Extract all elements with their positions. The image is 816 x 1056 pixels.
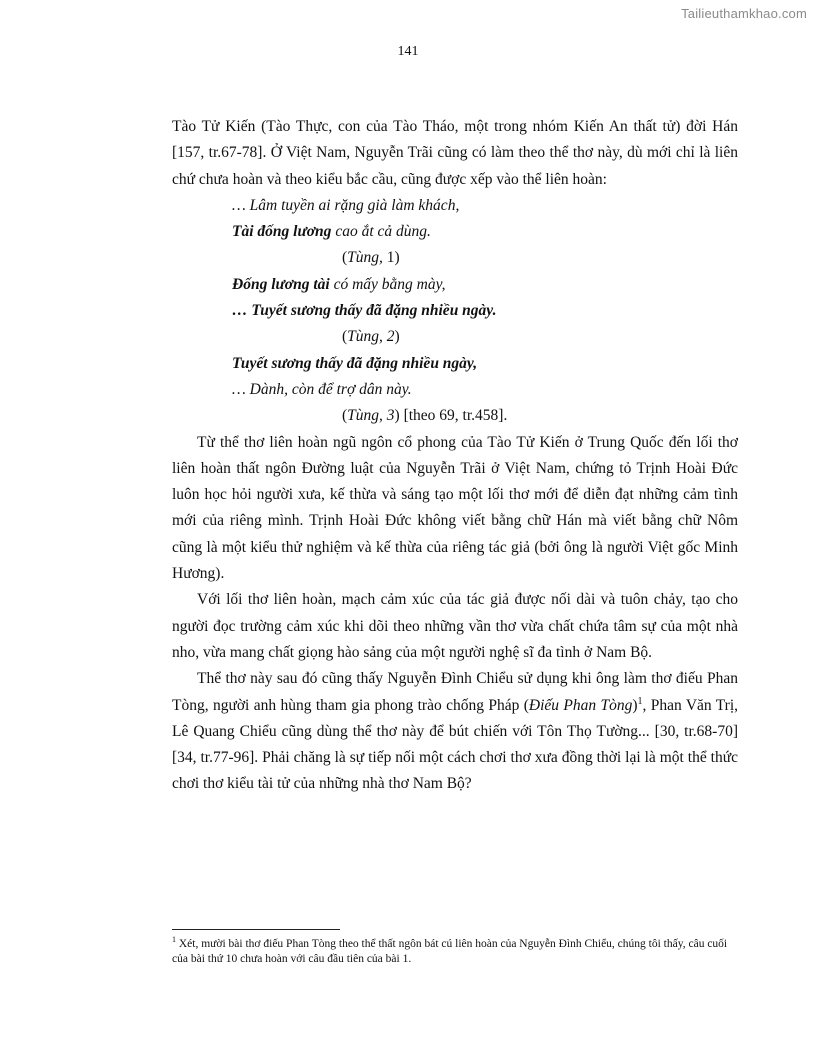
citation-1-open: ( — [342, 249, 348, 267]
footnote-divider — [172, 929, 340, 930]
poem-line-2-bold: Tài đống lương — [232, 223, 332, 241]
poem-line-2 — [232, 219, 738, 245]
paragraph-4-part-2: ) — [632, 696, 638, 714]
citation-3-open: ( — [342, 407, 348, 425]
poem-line-3 — [232, 272, 738, 298]
footnote-reference: 1 — [637, 695, 643, 707]
poem-line-2-rest: cao ắt cả dùng. — [331, 223, 431, 241]
paragraph-3: Với lối thơ liên hoàn, mạch cảm xúc của tác giả được nối dài và tuôn chảy, tạo cho người đọc trường cảm xúc khi dõi theo những vần thơ vừa chất chứa tâm sự của một nhà nho, vừa mang chất giọng hào sảng của một người nghệ sĩ đa tình ở Nam Bộ. — [172, 591, 738, 661]
footnote — [172, 937, 738, 967]
paragraph-4-title: Điếu Phan Tòng — [528, 696, 633, 714]
citation-2-ref: Tùng, 2 — [347, 328, 395, 346]
page-number: 141 — [397, 44, 419, 59]
citation-1-ref: Tùng, — [347, 249, 383, 267]
poem-line-5-bold: Tuyết sương thấy đã đặng nhiều ngày, — [232, 354, 478, 372]
paragraph-4 — [172, 666, 738, 797]
footnote-marker: 1 — [172, 935, 176, 945]
poem-citation-2 — [232, 324, 738, 350]
footnote-text: Xét, mười bài thơ điếu Phan Tòng theo thể thất ngôn bát cú liên hoàn của Nguyễn Đình Chiểu, chúng tôi thấy, câu cuối của bài thứ 10 chưa hoàn với câu đầu tiên của bài 1. — [172, 938, 728, 965]
poem-line-4 — [232, 298, 738, 324]
paragraph-4-part-1: Thể thơ này sau đó cũng thấy Nguyễn Đình Chiểu sử dụng khi ông làm thơ điếu Phan Tòng, người anh hùng tham gia phong trào chống Pháp ( — [172, 670, 738, 714]
poem-line-5 — [232, 351, 738, 377]
poem-citation-3 — [232, 403, 738, 429]
poem-line-4-bold: … Tuyết sương thấy đã đặng nhiều ngày. — [232, 302, 497, 320]
poem-line-3-bold: Đống lương tài — [232, 275, 330, 293]
body-text — [172, 114, 738, 798]
citation-3-ref: Tùng, 3 — [347, 407, 395, 425]
citation-2-close: ) — [394, 328, 400, 346]
poem-line-1: … Lâm tuyền ai rặng già làm khách, — [232, 196, 460, 214]
citation-1-close: 1) — [382, 249, 400, 267]
poem-line-6: … Dành, còn để trợ dân này. — [232, 380, 412, 398]
poem-citation-1 — [232, 245, 738, 271]
paragraph-4-part-3: , Phan Văn Trị, Lê Quang Chiểu cũng dùng thể thơ này để bút chiến với Tôn Thọ Tường... [30, tr.68-70] [34, tr.77-96]. Phải chăng là sự tiếp nối một cách chơi thơ xưa đồng thời lại là một thể thức chơi thơ kiểu tài tử của những nhà thơ Nam Bộ? — [172, 696, 739, 793]
citation-2-open: ( — [342, 328, 348, 346]
intro-paragraph: Tào Tử Kiến (Tào Thực, con của Tào Tháo, một trong nhóm Kiến An thất tử) đời Hán [157, tr.67-78]. Ở Việt Nam, Nguyễn Trãi cũng có làm theo thể thơ này, dù mới chỉ là liên chứ chưa hoàn và theo kiểu bắc cầu, cũng được xếp vào thể liên hoàn: — [172, 118, 738, 188]
poem-line-3-rest: có mấy bằng mày, — [329, 275, 446, 293]
citation-3-close: ) [theo 69, tr.458]. — [394, 407, 508, 425]
paragraph-2: Từ thể thơ liên hoàn ngũ ngôn cổ phong của Tào Tử Kiến ở Trung Quốc đến lối thơ liên hoàn thất ngôn Đường luật của Nguyễn Trãi ở Việt Nam, chứng tỏ Trịnh Hoài Đức luôn học hỏi người xưa, kế thừa và sáng tạo một lối thơ mới để diễn đạt những cảm tình mới của riêng mình. Trịnh Hoài Đức không viết bằng chữ Hán mà viết bằng chữ Nôm cũng là một kiểu thử nghiệm và kế thừa của riêng tác giả (bởi ông là người Việt gốc Minh Hương). — [172, 433, 738, 583]
watermark: Tailieuthamkhao.com — [681, 6, 807, 21]
poem-block — [172, 193, 738, 430]
